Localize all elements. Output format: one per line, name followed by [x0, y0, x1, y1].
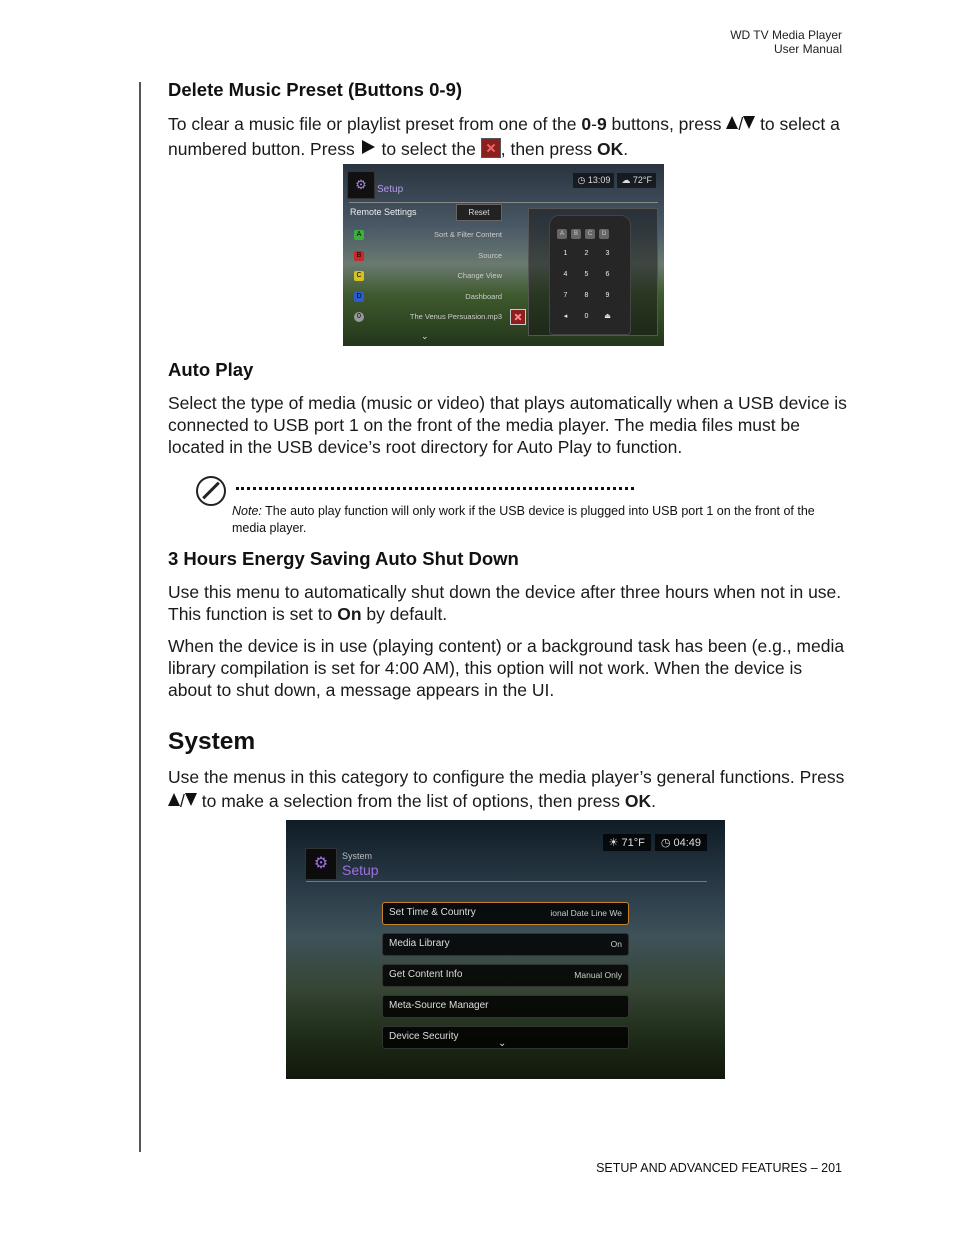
color-button-icon: D: [354, 292, 364, 302]
screen-title: Setup: [342, 862, 379, 878]
remote-key[interactable]: 7: [563, 292, 568, 299]
remote-key[interactable]: 2: [584, 250, 589, 257]
auto-play-section: [168, 358, 848, 458]
remote-control-panel: [528, 208, 658, 336]
note-divider: [236, 487, 634, 490]
energy-paragraph-2: When the device is in use (playing content) or a background task has been (e.g., media library compilation is set for 4:00 AM), this option will not work. When the device is about to shut down, a message appears in the UI.: [168, 636, 845, 700]
delete-preset-button[interactable]: [510, 309, 526, 325]
system-menu: [382, 902, 629, 1057]
remote-key[interactable]: ⏏: [604, 313, 611, 320]
energy-paragraph-1: Use this menu to automatically shut down the device after three hours when not in use. This function is set to On by default.: [168, 582, 842, 624]
header-subtitle: User Manual: [773, 42, 842, 56]
reset-button[interactable]: Reset: [456, 204, 502, 221]
down-arrow-icon: [743, 116, 755, 129]
setup-gear-icon: ⚙: [305, 848, 337, 880]
chevron-down-icon[interactable]: ⌄: [421, 331, 429, 341]
delete-x-icon: [481, 138, 501, 158]
delete-preset-heading: Delete Music Preset (Buttons 0-9): [168, 79, 463, 100]
chevron-down-icon[interactable]: ⌄: [498, 1038, 507, 1049]
setup-gear-icon: ⚙: [347, 171, 375, 199]
header-title: WD TV Media Player: [730, 28, 842, 42]
system-setup-screenshot: [286, 820, 725, 1079]
list-item[interactable]: B Source: [348, 247, 528, 268]
list-item[interactable]: C Change View: [348, 267, 528, 288]
remote-key[interactable]: 5: [584, 271, 589, 278]
number-button-icon: 0: [354, 312, 364, 322]
weather-readout: ☁ 72°F: [617, 173, 656, 188]
menu-item-meta-source-manager[interactable]: Meta-Source Manager: [382, 995, 629, 1018]
auto-play-paragraph: Select the type of media (music or video) that plays automatically when a USB device is connected to USB port 1 on the front of the media player. The media files must be located in the USB device’s root directory for Auto Play to function.: [168, 393, 847, 457]
system-section: [168, 727, 848, 813]
menu-item-set-time-country[interactable]: Set Time & Country ional Date Line We: [382, 902, 629, 925]
remote-key[interactable]: 1: [563, 250, 568, 257]
weather-readout: ☀ 71°F: [603, 834, 651, 851]
status-bar: [599, 834, 707, 851]
remote-key[interactable]: 6: [605, 271, 610, 278]
list-item[interactable]: A Sort & Filter Content: [348, 226, 528, 247]
list-item[interactable]: 0 The Venus Persuasion.mp3: [348, 308, 528, 329]
remote-key[interactable]: 9: [605, 292, 610, 299]
remote-settings-label: Remote Settings: [350, 207, 417, 217]
energy-heading: 3 Hours Energy Saving Auto Shut Down: [168, 548, 519, 569]
remote-key[interactable]: 8: [584, 292, 589, 299]
screen-title: Setup: [377, 184, 404, 195]
system-paragraph: Use the menus in this category to configure the media player’s general functions. Press / to make a selection from the list of options, then press OK.: [168, 767, 845, 811]
remote-keypad: [556, 242, 626, 326]
running-header: [730, 28, 842, 56]
divider: [349, 202, 658, 203]
clock-readout: ◷ 13:09: [573, 173, 614, 188]
color-button-icon: B: [354, 251, 364, 261]
remote-key[interactable]: 0: [584, 313, 589, 320]
page-number: 201: [821, 1161, 842, 1175]
energy-section: [168, 547, 848, 701]
page-footer: SETUP AND ADVANCED FEATURES – 201: [596, 1161, 842, 1175]
remote-key[interactable]: 3: [605, 250, 610, 257]
menu-item-get-content-info[interactable]: Get Content Info Manual Only: [382, 964, 629, 987]
margin-rule: [139, 82, 141, 1152]
page-content: [168, 78, 848, 162]
remote-key[interactable]: ◂: [563, 313, 568, 320]
clock-readout: ◷ 04:49: [655, 834, 707, 851]
remote-key[interactable]: 4: [563, 271, 568, 278]
up-arrow-icon: [168, 793, 180, 806]
system-heading: System: [168, 728, 256, 755]
note-text: Note: The auto play function will only work if the USB device is plugged into USB port 1 on the front of the media player.: [232, 504, 815, 535]
preset-list: [348, 226, 528, 329]
up-arrow-icon: [726, 116, 738, 129]
delete-preset-paragraph: To clear a music file or playlist preset from one of the 0-9 buttons, press / to select a numbered button. Press to select the , then press OK.: [168, 114, 840, 159]
menu-item-media-library[interactable]: Media Library On: [382, 933, 629, 956]
remote-settings-screenshot: [343, 164, 664, 346]
right-arrow-icon: [362, 140, 375, 154]
remote-control-image: [549, 215, 631, 335]
note-icon: [196, 476, 226, 506]
color-button-icon: C: [354, 271, 364, 281]
divider: [306, 881, 707, 882]
down-arrow-icon: [185, 793, 197, 806]
remote-color-buttons: A B C D: [557, 222, 613, 240]
status-bar: [570, 173, 656, 188]
screen-category: System: [342, 851, 373, 861]
auto-play-heading: Auto Play: [168, 359, 254, 380]
list-item[interactable]: D Dashboard: [348, 288, 528, 309]
menu-item-device-security[interactable]: Device Security: [382, 1026, 629, 1049]
color-button-icon: A: [354, 230, 364, 240]
